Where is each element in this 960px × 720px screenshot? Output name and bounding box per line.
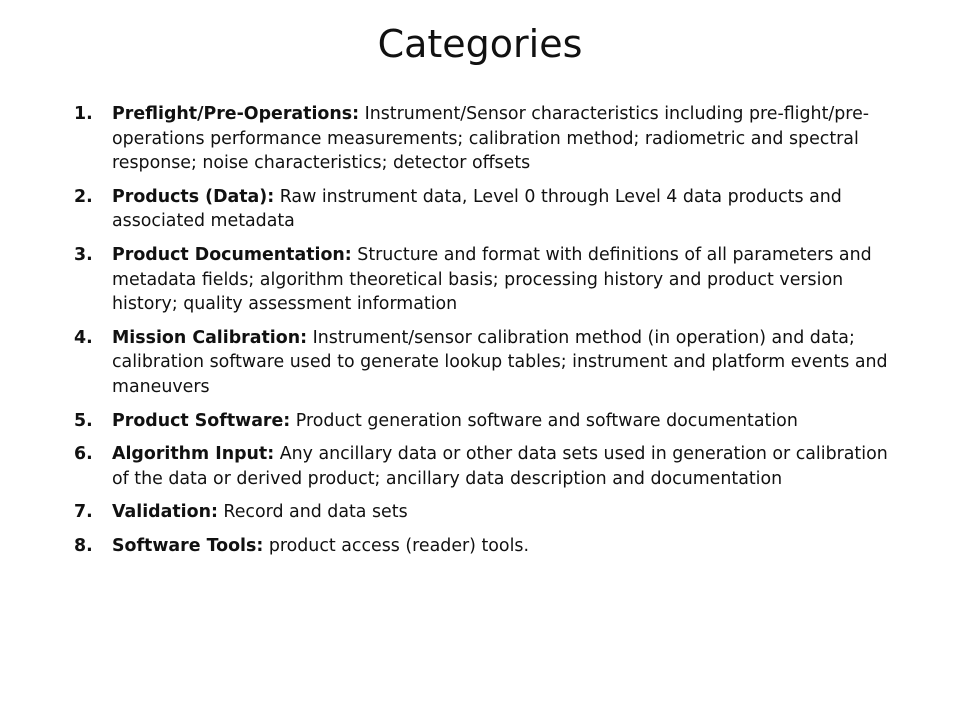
item-description: Instrument/sensor calibration method (in operation) and data; calibration software used to generate lookup tables; instrument and platform events and maneuvers	[112, 327, 888, 397]
item-number: 3.	[74, 244, 93, 265]
item-number: 1.	[74, 104, 93, 124]
item-description: Record and data sets	[217, 502, 408, 523]
list-item	[74, 442, 910, 491]
item-description: Product generation software and software documentation	[290, 410, 798, 431]
item-number: 5.	[74, 410, 93, 431]
item-description: Any ancillary data or other data sets used in generation or calibration of the data or derived product; ancillary data description and documentation	[112, 444, 888, 489]
list-item	[74, 500, 910, 525]
item-description: Instrument/Sensor characteristics including pre-flight/pre-operations performance measurements; calibration method; radiometric and spectral response; noise characteristics; detector offsets	[112, 104, 870, 174]
list-item	[74, 243, 910, 317]
item-description: Raw instrument data, Level 0 through Level 4 data products and associated metadata	[112, 186, 842, 232]
list-item	[74, 409, 910, 434]
item-description: Structure and format with definitions of all parameters and metadata fields; algorithm theoretical basis; processing history and product version history; quality assessment information	[112, 244, 872, 315]
item-heading: Product Documentation:	[112, 244, 352, 265]
item-description: product access (reader) tools.	[263, 535, 529, 556]
item-number: 6.	[74, 444, 93, 465]
list-item	[74, 185, 910, 234]
item-heading: Product Software:	[112, 410, 291, 431]
item-heading: Software Tools:	[112, 535, 264, 556]
item-heading: Validation:	[112, 502, 218, 523]
item-number: 2.	[74, 186, 93, 207]
item-number: 4.	[74, 327, 93, 348]
item-heading: Algorithm Input:	[112, 444, 275, 465]
item-heading: Products (Data):	[112, 186, 275, 207]
list-item	[74, 102, 910, 176]
categories-list	[74, 102, 910, 568]
slide-title: Categories	[377, 22, 583, 66]
item-number: 8.	[74, 535, 93, 556]
list-item	[74, 326, 910, 400]
item-heading: Preflight/Pre-Operations:	[112, 104, 360, 124]
item-heading: Mission Calibration:	[112, 327, 308, 348]
item-number: 7.	[74, 502, 93, 523]
list-item	[74, 534, 910, 559]
